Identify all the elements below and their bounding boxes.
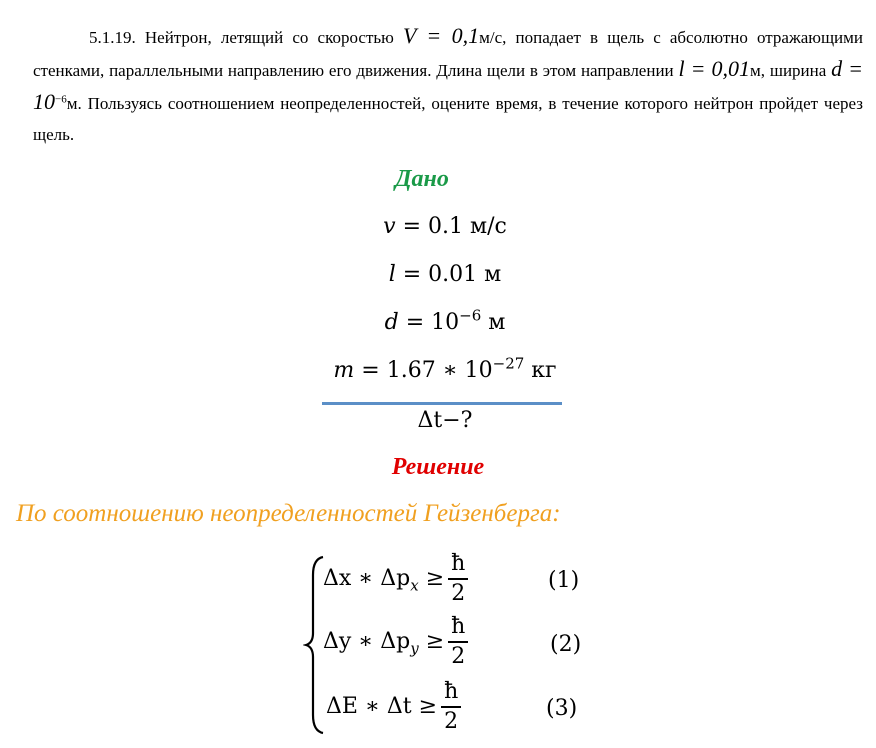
solution-title: Решение <box>391 454 485 480</box>
given-length-value: = 0.01 м <box>395 262 502 287</box>
equation-2 <box>323 613 468 671</box>
given-mass-symbol: m <box>333 358 355 383</box>
equation-3-label: (3) <box>546 696 578 721</box>
given-width-exponent: −6 <box>459 306 482 325</box>
given-length <box>300 262 590 287</box>
velocity-unit-text: м/с, попадает в щель с абсолютно отражающими стенками, параллельными направлению его движения. Длина щели в этом направлении <box>33 28 863 80</box>
velocity-symbol: V = 0,1 <box>402 23 480 48</box>
given-divider <box>322 402 562 405</box>
equation-3-numerator: ħ <box>441 678 461 708</box>
given-mass-exponent: −27 <box>492 354 525 373</box>
problem-text-2: м. Пользуясь соотношением неопределенностей, оцените время, в течение которого нейтрон пройдет через щель. <box>33 94 863 144</box>
width-symbol: d = 10 <box>33 56 864 114</box>
problem-number: 5.1.19. <box>89 28 136 47</box>
equation-2-subscript: y <box>410 639 419 658</box>
given-width-unit: м <box>481 310 506 335</box>
equation-3-denominator: 2 <box>444 709 459 734</box>
given-width <box>300 306 590 335</box>
equation-3 <box>326 678 461 736</box>
problem-statement <box>33 20 863 150</box>
equation-3-relation: ≥ <box>418 694 438 719</box>
find-quantity: Δt−? <box>417 408 473 433</box>
given-mass-unit: кг <box>524 358 557 383</box>
given-mass-value: = 1.67 ∗ 10 <box>354 358 493 383</box>
given-length-symbol: l <box>388 262 396 287</box>
given-velocity <box>300 214 590 239</box>
equation-1-denominator: 2 <box>451 581 466 606</box>
equation-3-lhs: ΔE ∗ Δt <box>326 694 412 719</box>
equation-1-lhs: Δx ∗ Δp <box>323 566 411 591</box>
given-width-value: = 10 <box>398 310 460 335</box>
equation-2-relation: ≥ <box>425 629 445 654</box>
equation-2-lhs: Δy ∗ Δp <box>323 629 411 654</box>
problem-text-1: Нейтрон, летящий со скоростью <box>144 28 394 47</box>
equation-1-numerator: ħ <box>448 550 468 580</box>
width-exponent: −6 <box>55 93 67 106</box>
length-symbol: l = 0,01 <box>678 56 751 81</box>
given-width-symbol: d <box>384 310 399 335</box>
equation-3-fraction <box>441 678 461 736</box>
given-velocity-value: = 0.1 м/с <box>395 214 507 239</box>
equation-1 <box>323 550 468 608</box>
solution-intro: По соотношению неопределенностей Гейзенберга: <box>16 500 561 527</box>
equation-1-label: (1) <box>548 568 580 593</box>
given-title: Дано <box>395 166 449 192</box>
equation-2-label: (2) <box>550 632 582 657</box>
given-mass <box>300 354 590 383</box>
given-velocity-symbol: v <box>383 214 396 239</box>
equation-1-fraction <box>448 550 468 608</box>
equation-1-relation: ≥ <box>425 566 445 591</box>
equation-2-numerator: ħ <box>448 613 468 643</box>
equation-2-fraction <box>448 613 468 671</box>
length-unit-text: м, ширина <box>750 61 827 80</box>
equation-2-denominator: 2 <box>451 644 466 669</box>
equation-1-subscript: x <box>410 576 419 595</box>
